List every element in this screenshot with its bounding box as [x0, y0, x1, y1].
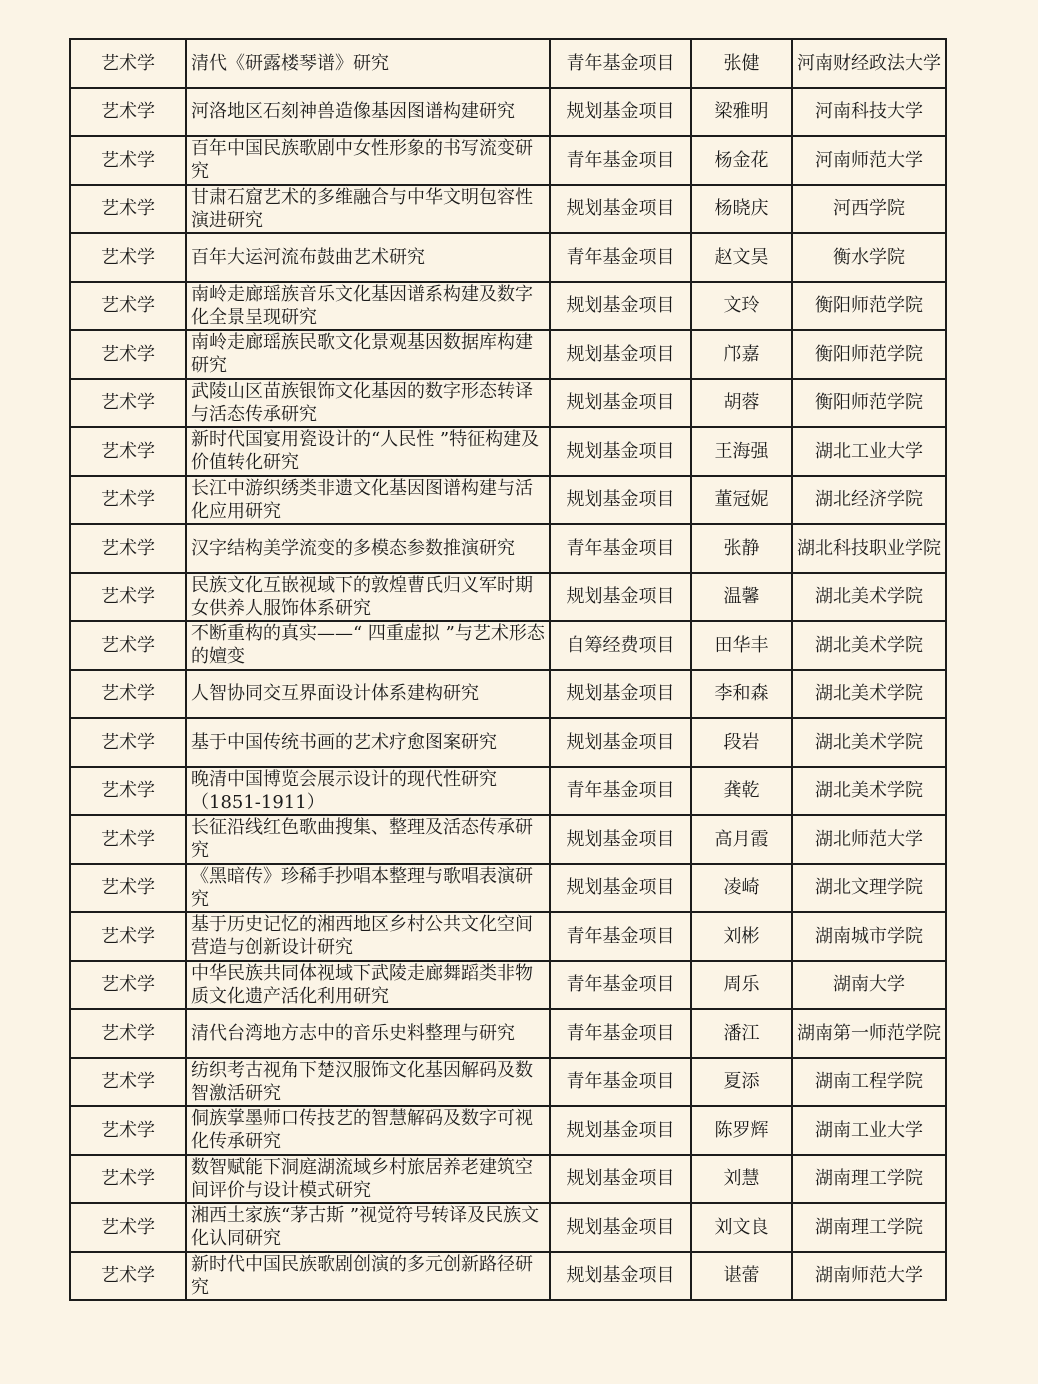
- project-type-cell: 规划基金项目: [550, 476, 691, 525]
- project-title-cell: 南岭走廊瑶族音乐文化基因谱系构建及数字化全景呈现研究: [186, 282, 550, 331]
- project-type-cell: 规划基金项目: [550, 1203, 691, 1252]
- discipline-cell: 艺术学: [70, 961, 186, 1010]
- project-title-cell: 中华民族共同体视域下武陵走廊舞蹈类非物质文化遗产活化利用研究: [186, 961, 550, 1010]
- table-row: [70, 621, 946, 670]
- institution-cell: 湖北经济学院: [792, 476, 946, 525]
- discipline-cell: 艺术学: [70, 39, 186, 88]
- project-leader-cell: 梁雅明: [691, 88, 792, 137]
- discipline-cell: 艺术学: [70, 718, 186, 767]
- discipline-cell: 艺术学: [70, 1106, 186, 1155]
- project-type-cell: 青年基金项目: [550, 912, 691, 961]
- project-type-cell: 规划基金项目: [550, 1252, 691, 1301]
- project-leader-cell: 温馨: [691, 573, 792, 622]
- project-type-cell: 规划基金项目: [550, 379, 691, 428]
- project-title-cell: 侗族掌墨师口传技艺的智慧解码及数字可视化传承研究: [186, 1106, 550, 1155]
- project-leader-cell: 杨晓庆: [691, 185, 792, 234]
- project-type-cell: 规划基金项目: [550, 282, 691, 331]
- institution-cell: 湖南理工学院: [792, 1155, 946, 1204]
- project-leader-cell: 谌蕾: [691, 1252, 792, 1301]
- table-row: [70, 282, 946, 331]
- project-type-cell: 规划基金项目: [550, 88, 691, 137]
- project-leader-cell: 田华丰: [691, 621, 792, 670]
- project-title-cell: 长江中游织绣类非遗文化基因图谱构建与活化应用研究: [186, 476, 550, 525]
- project-type-cell: 规划基金项目: [550, 1106, 691, 1155]
- institution-cell: 湖北文理学院: [792, 864, 946, 913]
- table-row: [70, 88, 946, 137]
- institution-cell: 湖北美术学院: [792, 767, 946, 816]
- institution-cell: 湖北美术学院: [792, 621, 946, 670]
- discipline-cell: 艺术学: [70, 670, 186, 719]
- project-title-cell: 百年中国民族歌剧中女性形象的书写流变研究: [186, 136, 550, 185]
- institution-cell: 湖南城市学院: [792, 912, 946, 961]
- institution-cell: 湖北美术学院: [792, 670, 946, 719]
- institution-cell: 湖北师范大学: [792, 815, 946, 864]
- project-title-cell: 南岭走廊瑶族民歌文化景观基因数据库构建研究: [186, 330, 550, 379]
- project-title-cell: 百年大运河流布鼓曲艺术研究: [186, 233, 550, 282]
- discipline-cell: 艺术学: [70, 1058, 186, 1107]
- project-title-cell: 基于中国传统书画的艺术疗愈图案研究: [186, 718, 550, 767]
- institution-cell: 湖北美术学院: [792, 573, 946, 622]
- table-row: [70, 961, 946, 1010]
- project-title-cell: 河洛地区石刻神兽造像基因图谱构建研究: [186, 88, 550, 137]
- project-leader-cell: 王海强: [691, 427, 792, 476]
- project-type-cell: 青年基金项目: [550, 767, 691, 816]
- institution-cell: 河南科技大学: [792, 88, 946, 137]
- project-leader-cell: 周乐: [691, 961, 792, 1010]
- project-type-cell: 青年基金项目: [550, 1009, 691, 1058]
- project-title-cell: 清代台湾地方志中的音乐史料整理与研究: [186, 1009, 550, 1058]
- table-row: [70, 330, 946, 379]
- project-leader-cell: 邝嘉: [691, 330, 792, 379]
- table-row: [70, 1155, 946, 1204]
- table-row: [70, 767, 946, 816]
- project-leader-cell: 龚乾: [691, 767, 792, 816]
- table-row: [70, 379, 946, 428]
- institution-cell: 湖南工业大学: [792, 1106, 946, 1155]
- project-list-table: [69, 38, 947, 1301]
- project-leader-cell: 文玲: [691, 282, 792, 331]
- table-row: [70, 136, 946, 185]
- table-row: [70, 573, 946, 622]
- project-leader-cell: 赵文昊: [691, 233, 792, 282]
- institution-cell: 湖南第一师范学院: [792, 1009, 946, 1058]
- project-title-cell: 《黑暗传》珍稀手抄唱本整理与歌唱表演研究: [186, 864, 550, 913]
- table-row: [70, 718, 946, 767]
- discipline-cell: 艺术学: [70, 427, 186, 476]
- discipline-cell: 艺术学: [70, 524, 186, 573]
- project-type-cell: 规划基金项目: [550, 815, 691, 864]
- institution-cell: 衡阳师范学院: [792, 330, 946, 379]
- discipline-cell: 艺术学: [70, 88, 186, 137]
- table-row: [70, 815, 946, 864]
- project-title-cell: 长征沿线红色歌曲搜集、整理及活态传承研究: [186, 815, 550, 864]
- project-leader-cell: 董冠妮: [691, 476, 792, 525]
- institution-cell: 河南师范大学: [792, 136, 946, 185]
- institution-cell: 湖南大学: [792, 961, 946, 1010]
- project-type-cell: 青年基金项目: [550, 1058, 691, 1107]
- discipline-cell: 艺术学: [70, 185, 186, 234]
- discipline-cell: 艺术学: [70, 282, 186, 331]
- project-title-cell: 湘西土家族“茅古斯 ”视觉符号转译及民族文化认同研究: [186, 1203, 550, 1252]
- discipline-cell: 艺术学: [70, 864, 186, 913]
- project-type-cell: 自筹经费项目: [550, 621, 691, 670]
- project-title-cell: 人智协同交互界面设计体系建构研究: [186, 670, 550, 719]
- project-leader-cell: 陈罗辉: [691, 1106, 792, 1155]
- project-leader-cell: 凌崎: [691, 864, 792, 913]
- project-leader-cell: 张健: [691, 39, 792, 88]
- project-title-cell: 数智赋能下洞庭湖流域乡村旅居养老建筑空间评价与设计模式研究: [186, 1155, 550, 1204]
- table-row: [70, 670, 946, 719]
- project-leader-cell: 杨金花: [691, 136, 792, 185]
- discipline-cell: 艺术学: [70, 1009, 186, 1058]
- project-type-cell: 青年基金项目: [550, 961, 691, 1010]
- institution-cell: 河西学院: [792, 185, 946, 234]
- table-row: [70, 864, 946, 913]
- institution-cell: 湖南理工学院: [792, 1203, 946, 1252]
- project-leader-cell: 李和森: [691, 670, 792, 719]
- institution-cell: 衡阳师范学院: [792, 282, 946, 331]
- table-row: [70, 427, 946, 476]
- table-row: [70, 1106, 946, 1155]
- project-type-cell: 青年基金项目: [550, 233, 691, 282]
- project-title-cell: 基于历史记忆的湘西地区乡村公共文化空间营造与创新设计研究: [186, 912, 550, 961]
- discipline-cell: 艺术学: [70, 1203, 186, 1252]
- table-row: [70, 1203, 946, 1252]
- discipline-cell: 艺术学: [70, 621, 186, 670]
- table-row: [70, 524, 946, 573]
- discipline-cell: 艺术学: [70, 815, 186, 864]
- project-type-cell: 规划基金项目: [550, 185, 691, 234]
- project-type-cell: 青年基金项目: [550, 39, 691, 88]
- table-row: [70, 39, 946, 88]
- project-type-cell: 规划基金项目: [550, 573, 691, 622]
- discipline-cell: 艺术学: [70, 573, 186, 622]
- table-row: [70, 1009, 946, 1058]
- project-title-cell: 新时代中国民族歌剧创演的多元创新路径研究: [186, 1252, 550, 1301]
- project-title-cell: 纺织考古视角下楚汉服饰文化基因解码及数智激活研究: [186, 1058, 550, 1107]
- project-type-cell: 规划基金项目: [550, 330, 691, 379]
- institution-cell: 湖南工程学院: [792, 1058, 946, 1107]
- institution-cell: 湖北美术学院: [792, 718, 946, 767]
- table-body: [70, 39, 946, 1300]
- project-title-cell: 民族文化互嵌视域下的敦煌曹氏归义军时期女供养人服饰体系研究: [186, 573, 550, 622]
- project-leader-cell: 刘慧: [691, 1155, 792, 1204]
- project-title-cell: 武陵山区苗族银饰文化基因的数字形态转译与活态传承研究: [186, 379, 550, 428]
- project-type-cell: 青年基金项目: [550, 136, 691, 185]
- project-leader-cell: 张静: [691, 524, 792, 573]
- discipline-cell: 艺术学: [70, 1155, 186, 1204]
- institution-cell: 衡阳师范学院: [792, 379, 946, 428]
- project-leader-cell: 段岩: [691, 718, 792, 767]
- institution-cell: 湖北科技职业学院: [792, 524, 946, 573]
- discipline-cell: 艺术学: [70, 476, 186, 525]
- project-type-cell: 规划基金项目: [550, 427, 691, 476]
- project-title-cell: 清代《研露楼琴谱》研究: [186, 39, 550, 88]
- table-row: [70, 1058, 946, 1107]
- project-title-cell: 晚清中国博览会展示设计的现代性研究（1851-1911）: [186, 767, 550, 816]
- project-title-cell: 甘肃石窟艺术的多维融合与中华文明包容性演进研究: [186, 185, 550, 234]
- discipline-cell: 艺术学: [70, 1252, 186, 1301]
- institution-cell: 衡水学院: [792, 233, 946, 282]
- project-type-cell: 规划基金项目: [550, 670, 691, 719]
- project-type-cell: 规划基金项目: [550, 864, 691, 913]
- project-leader-cell: 高月霞: [691, 815, 792, 864]
- table-row: [70, 233, 946, 282]
- discipline-cell: 艺术学: [70, 233, 186, 282]
- institution-cell: 河南财经政法大学: [792, 39, 946, 88]
- project-leader-cell: 刘文良: [691, 1203, 792, 1252]
- table-row: [70, 185, 946, 234]
- project-type-cell: 规划基金项目: [550, 1155, 691, 1204]
- project-title-cell: 不断重构的真实——“ 四重虚拟 ”与艺术形态的嬗变: [186, 621, 550, 670]
- discipline-cell: 艺术学: [70, 330, 186, 379]
- table-row: [70, 912, 946, 961]
- discipline-cell: 艺术学: [70, 767, 186, 816]
- project-type-cell: 青年基金项目: [550, 524, 691, 573]
- project-title-cell: 新时代国宴用瓷设计的“人民性 ”特征构建及价值转化研究: [186, 427, 550, 476]
- discipline-cell: 艺术学: [70, 912, 186, 961]
- table-row: [70, 1252, 946, 1301]
- project-title-cell: 汉字结构美学流变的多模态参数推演研究: [186, 524, 550, 573]
- institution-cell: 湖北工业大学: [792, 427, 946, 476]
- project-leader-cell: 潘江: [691, 1009, 792, 1058]
- project-type-cell: 规划基金项目: [550, 718, 691, 767]
- project-leader-cell: 胡蓉: [691, 379, 792, 428]
- discipline-cell: 艺术学: [70, 379, 186, 428]
- table-row: [70, 476, 946, 525]
- institution-cell: 湖南师范大学: [792, 1252, 946, 1301]
- project-leader-cell: 夏添: [691, 1058, 792, 1107]
- project-leader-cell: 刘彬: [691, 912, 792, 961]
- discipline-cell: 艺术学: [70, 136, 186, 185]
